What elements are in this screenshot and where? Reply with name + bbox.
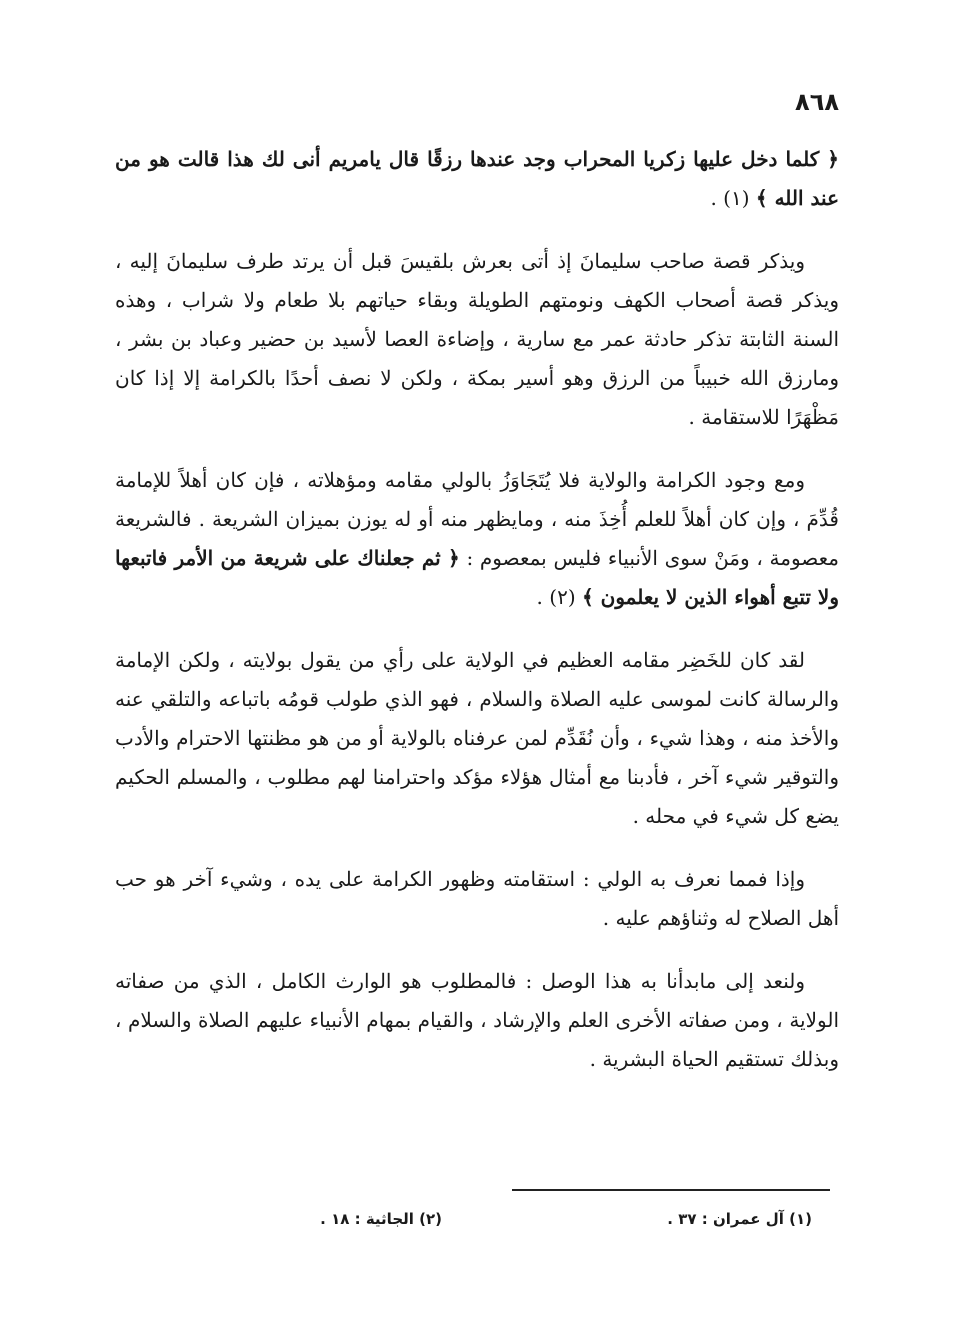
paragraph-khidr: لقد كان للخَضِر مقامه العظيم في الولاية على رأي من يقول بولايته ، ولكن الإمامة والرسالة كانت لموسى عليه الصلاة والسلام ، فهو الذي طولب قومُه باتباعه والتلقي عنه والأخذ منه ، وهذا شيء ، وأن نُقَدِّم لمن عرفناه بالولاية أو من هو مظنتها الاحترام والأدب والتوقير شيء آخر ، فأدبنا مع أمثال هؤلاء مؤكد واحترامنا لهم مطلوب ، والمسلم الحكيم يضع كل شيء في محله .	[115, 648, 839, 828]
footnote-ref: (٢) .	[536, 585, 582, 609]
footnote-2: (٢) الجاثية : ١٨ .	[320, 1210, 442, 1228]
footnote-1: (١) آل عمران : ٣٧ .	[667, 1210, 812, 1228]
paragraph-text: ومع وجود الكرامة والولاية فلا يُتَجَاوَزُ بالولي مقامه ومؤهلاته ، فإن كان أهلاً للإمامة قُدِّمَ ، وإن كان أهلاً للعلم أُخِذَ منه ، ومايظهر منه أو له يوزن بميزان الشريعة . فالشريعة معصومة ، ومَنْ سوى الأنبياء فليس بمعصوم :	[115, 468, 840, 570]
quran-quote: ﴿ كلما دخل عليها زكريا المحراب وجد عندها رزقًا قال يامريم أنى لك هذا قالت هو من عند الله ﴾	[115, 147, 839, 210]
page-number: ٨٦٨	[795, 88, 839, 116]
paragraph-karamat-examples: ويذكر قصة صاحب سليمانَ إذ أتى بعرش بلقيسَ قبل أن يرتد طرف سليمانَ إليه ، ويذكر قصة أصحاب الكهف ونومتهم الطويلة وبقاء حياتهم بلا طعام ولا شراب ، وهذه السنة الثابتة تذكر حادثة عمر مع سارية ، وإضاءة العصا لأسيد بن حضير وعباد بن بشر ، ومارزق الله خبيباً من الرزق وهو أسير بمكة ، ولكن لا نصف أحدًا بالكرامة إلا إذا كان مَظْهَرًا للاستقامة .	[115, 249, 839, 429]
body-text	[115, 140, 839, 1103]
paragraph-wilaya-sharia	[115, 461, 839, 617]
footnote-ref: (١) .	[710, 186, 756, 210]
paragraph-quran-verse	[115, 140, 839, 218]
quran-quote: ﴿ ثم جعلناك على شريعة من الأمر فاتبعها ولا تتبع أهواء الذين لا يعلمون ﴾	[115, 546, 839, 609]
paragraph-conclusion: ولنعد إلى مابدأنا به هذا الوصل : فالمطلوب هو الوارث الكامل ، الذي من صفاته الولاية ، ومن صفاته الأخرى العلم والإرشاد ، والقيام بمهام الأنبياء عليهم الصلاة والسلام ، وبذلك تستقيم الحياة البشرية .	[115, 969, 839, 1071]
footnote-divider	[512, 1189, 830, 1191]
paragraph-wali-signs: وإذا فمما نعرف به الولي : استقامته وظهور الكرامة على يده ، وشيء آخر هو حب أهل الصلاح له وثناؤهم عليه .	[115, 867, 839, 930]
